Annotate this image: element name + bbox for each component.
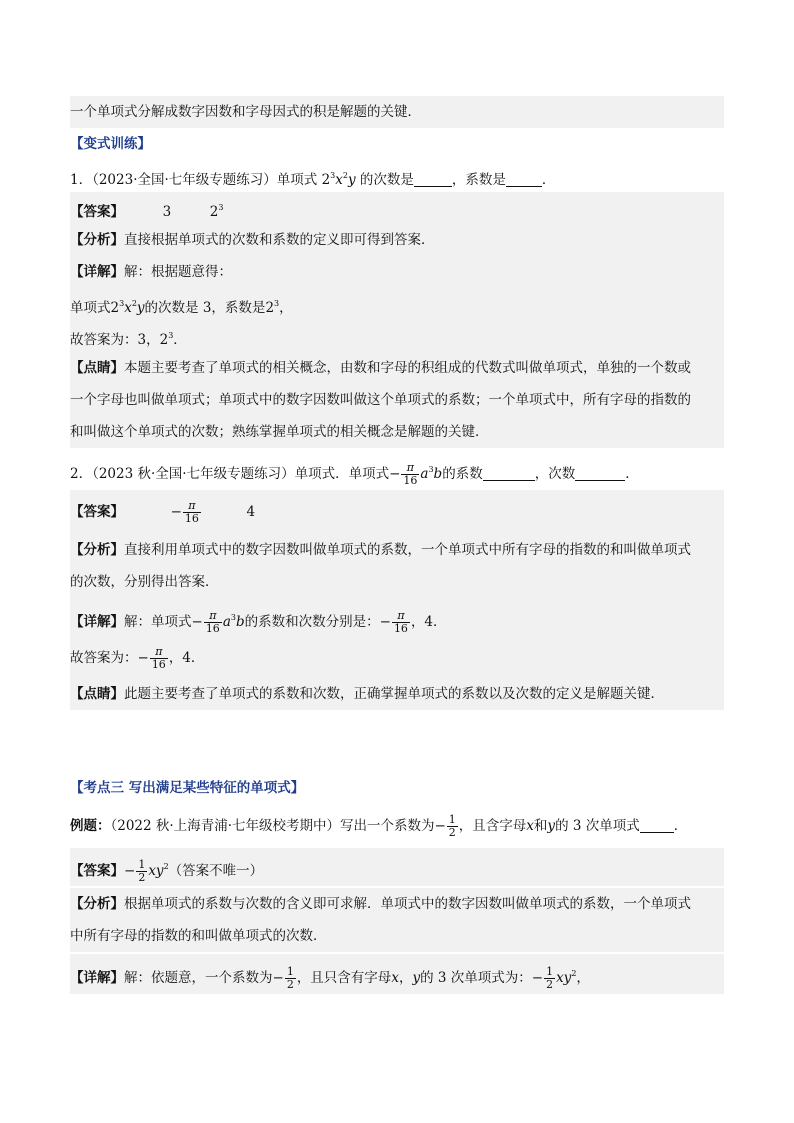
s3-analysis-1: 根据单项式的系数与次数的含义即可求解．单项式中的数字因数叫做单项式的系数，一个单项式	[124, 896, 691, 912]
q1-question	[70, 160, 724, 192]
q2-question	[70, 452, 724, 488]
q2-analysis-1: 直接利用单项式中的数字因数叫做单项式的系数，一个单项式中所有字母的指数的和叫做单项式	[124, 542, 691, 558]
q1-comment-line-3	[70, 416, 724, 448]
q2-comment-line	[70, 678, 724, 710]
s3-detail-answer-fraction	[544, 966, 555, 991]
q1-conclusion-coef	[160, 332, 174, 348]
variant-heading	[70, 128, 724, 160]
q1-detail2-coef	[265, 300, 279, 316]
s3-detail-var-y: y	[412, 970, 421, 986]
q2-end: ．	[625, 466, 639, 482]
example-var-x: x	[526, 818, 534, 834]
q1-degree-text: 的次数是	[359, 172, 414, 188]
s3-detail-end: ，	[576, 970, 590, 986]
s3-analysis-line-2	[70, 920, 724, 952]
q1-conclusion-prefix: 故答案为：3，	[70, 332, 160, 348]
q2-conclusion-fraction	[150, 646, 168, 671]
q1-detail2-mid: 的次数是 3，系数是	[144, 300, 266, 316]
example-fraction	[447, 814, 458, 839]
q1-mono-base: 2	[321, 172, 331, 188]
q2-answer-line	[70, 490, 724, 534]
q1-coef-text: ，系数是	[451, 172, 506, 188]
q1-detail2-end: ，	[279, 300, 293, 316]
q1-d2-var-exp: 2	[131, 299, 137, 308]
q1-detail-text: 解：根据题意得：	[124, 264, 232, 280]
s3-answer-line: 【答案】− $\frac{1}{2}$ $xy^2$（答案不唯一）	[70, 848, 724, 886]
q1-mono-tail: y	[347, 172, 356, 188]
variant-heading-text: 【变式训练】	[70, 136, 151, 152]
q2-detail-label: 【详解】	[70, 614, 124, 630]
q2-detail-mid: 的系数和次数分别是：	[244, 614, 380, 630]
s3-detail-prefix: 解：依题意，一个系数为	[124, 970, 273, 986]
q1-answer-2-base: 2	[209, 204, 219, 220]
q2-var-b: b	[433, 466, 443, 482]
q2-analysis-line-1	[70, 534, 724, 566]
q2-frac-den: 16	[403, 474, 418, 487]
s3-answer-label: 【答案】	[70, 863, 124, 879]
q2-var-exp: 3	[428, 465, 434, 474]
q1-answer-2-exp: 3	[218, 203, 224, 212]
q2-c-frac-den: 16	[151, 658, 166, 671]
s3-analysis-line-1	[70, 888, 724, 920]
q2-analysis-line-2	[70, 566, 724, 598]
example-frac-num: 1	[448, 813, 456, 826]
q2-degree-text: ，次数	[534, 466, 576, 482]
q2-analysis-2: 的次数，分别得出答案．	[70, 574, 219, 590]
example-frac-den: 2	[448, 826, 456, 839]
s3-detail-fraction	[285, 966, 296, 991]
example-blank[interactable]	[640, 818, 674, 833]
example-tail: 的 3 次单项式	[555, 818, 640, 834]
q1-mono-var: x	[335, 172, 343, 188]
q2-answer-label: 【答案】	[70, 504, 124, 520]
q2-detail-end: ，4．	[410, 614, 447, 630]
q2-d-var-b: b	[235, 614, 245, 630]
q1-mono-exp: 3	[330, 171, 336, 180]
q2-conclusion-line: 故答案为：− $\frac{\pi}{16}$ ，4．	[70, 638, 724, 678]
q1-conclusion-line	[70, 320, 724, 352]
q2-comment-label: 【点睛】	[70, 686, 124, 702]
q2-monomial: − $\frac{\pi}{16}$ $a^3b$	[389, 461, 443, 487]
q1-prefix: 1．（2023·全国·七年级专题练习）单项式	[70, 172, 318, 188]
s3-detail-line: 【详解】解：依题意，一个系数为− $\frac{1}{2}$ ，且只含有字母x，y的 3 次单项式为：− $\frac{1}{2}$ $xy^2$，	[70, 954, 724, 994]
s3-answer-vars: xy	[148, 863, 164, 879]
section3-heading	[70, 772, 724, 804]
q1-answer-label: 【答案】	[70, 204, 124, 220]
q1-answer-1: 3	[162, 204, 172, 220]
example-prefix: （2022 秋·上海青浦·七年级校考期中）写出一个系数为	[110, 818, 435, 834]
s3-detail-mid: ，且只含有字母	[296, 970, 392, 986]
q1-detail-line	[70, 256, 724, 288]
s3-a-frac-num: 1	[138, 858, 146, 871]
s3-analysis-2: 中所有字母的指数的和叫做单项式的次数．	[70, 928, 327, 944]
example-label: 例题：	[70, 818, 111, 834]
q2-d-frac-num: π	[204, 610, 222, 623]
q2-d-frac-den: 16	[205, 622, 220, 635]
q2-detail-fraction	[204, 610, 222, 635]
q2-conclusion-prefix: 故答案为：	[70, 650, 138, 666]
q1-mono-var-exp: 2	[342, 171, 348, 180]
q1-comment-3: 和叫做这个单项式的次数；熟练掌握单项式的相关概念是解题的关键．	[70, 424, 489, 440]
q1-end: ．	[541, 172, 556, 188]
q1-d2-base: 2	[110, 300, 120, 316]
q2-prefix: 2．（2023 秋·全国·七年级专题练习）单项式．单项式	[70, 466, 390, 482]
q1-degree-blank[interactable]	[414, 172, 452, 187]
intro-tail-line	[70, 96, 724, 128]
s3-d-frac-den: 2	[286, 978, 294, 991]
q2-detail-line: 【详解】解：单项式− $\frac{\pi}{16}$ $a^3b$的系数和次数分别是：− $\frac{\pi}{16}$ ，4．	[70, 598, 724, 638]
s3-detail-tail: 的 3 次单项式为：	[420, 970, 532, 986]
q2-degree-blank[interactable]	[575, 466, 625, 481]
q1-comment-1: 本题主要考查了单项式的相关概念，由数和字母的积组成的代数式叫做单项式，单独的一个数或	[124, 360, 691, 376]
q1-conclusion-end: ．	[173, 332, 187, 348]
q2-answer-frac-den: 16	[184, 512, 199, 525]
q2-d-var-a: a	[222, 614, 231, 630]
q2-d-var-exp: 3	[230, 613, 236, 622]
s3-detail-answer-vars: xy	[556, 970, 572, 986]
q1-comment-2: 一个字母也叫做单项式；单项式中的数字因数叫做这个单项式的系数；一个单项式中，所有字母的指数的	[70, 392, 691, 408]
example-and: 和	[533, 818, 548, 834]
q1-c-base: 2	[159, 332, 169, 348]
q2-answer-fraction	[183, 500, 201, 525]
s3-a-frac-den: 2	[138, 871, 146, 884]
q1-detail2-line	[70, 288, 724, 320]
q2-detail-prefix: 解：单项式	[124, 614, 192, 630]
q1-d2-var: x	[124, 300, 132, 316]
q1-c-exp: 3	[168, 331, 174, 340]
s3-da-frac-den: 2	[546, 978, 554, 991]
s3-answer-note: （答案不唯一）	[168, 863, 264, 879]
s3-detail-label: 【详解】	[70, 970, 124, 986]
q2-var-a: a	[420, 466, 429, 482]
q2-da-frac-num: π	[392, 610, 410, 623]
q2-coef-text: 的系数	[442, 466, 483, 482]
section3-example: 例题：（2022 秋·上海青浦·七年级校考期中）写出一个系数为− $\frac{1}{2}$ ，且含字母x和y的 3 次单项式 ．	[70, 813, 688, 839]
s3-answer-fraction	[136, 859, 147, 884]
q2-c-frac-num: π	[150, 646, 168, 659]
q1-d2-tail: y	[136, 300, 145, 316]
q1-comment-line-2	[70, 384, 724, 416]
q1-d2-coef-exp: 3	[274, 299, 280, 308]
example-mid: ，且含字母	[458, 818, 527, 834]
s3-detail-comma: ，	[398, 970, 413, 986]
q1-detail-label: 【详解】	[70, 264, 124, 280]
q2-da-frac-den: 16	[393, 622, 408, 635]
example-var-y: y	[547, 818, 556, 834]
s3-detail-answer-exp: 2	[571, 969, 577, 978]
q1-answer-2	[210, 204, 224, 220]
example-end: ．	[673, 818, 688, 834]
q1-coef-blank[interactable]	[506, 172, 542, 187]
s3-d-frac-num: 1	[286, 965, 294, 978]
q2-detail-answer-fraction	[392, 610, 410, 635]
s3-da-frac-num: 1	[546, 965, 554, 978]
q1-d2-coef-base: 2	[265, 300, 275, 316]
s3-analysis-label: 【分析】	[70, 896, 124, 912]
q1-comment-label: 【点睛】	[70, 360, 124, 376]
q2-analysis-label: 【分析】	[70, 542, 124, 558]
q2-answer-frac-num: π	[183, 500, 201, 513]
q2-detail-monomial: − $\frac{\pi}{16}$ $a^3b$	[191, 609, 245, 635]
q2-answer-2: 4	[246, 504, 256, 520]
s3-detail-var-x: x	[391, 970, 399, 986]
q2-answer-1: − $\frac{\pi}{16}$	[170, 499, 199, 525]
q2-frac-num: π	[401, 462, 419, 475]
q1-analysis-line	[70, 224, 724, 256]
q1-detail2-prefix: 单项式	[70, 300, 111, 316]
q2-fraction	[401, 462, 419, 487]
q1-answer-line	[70, 192, 724, 224]
intro-tail-text: 一个单项式分解成数字因数和字母因式的积是解题的关键．	[70, 104, 421, 120]
q2-conclusion-end: ，4．	[168, 650, 205, 666]
q1-comment-line-1	[70, 352, 724, 384]
q1-d2-exp: 3	[119, 299, 125, 308]
q1-detail2-monomial	[111, 300, 145, 316]
q1-analysis-text: 直接根据单项式的次数和系数的定义即可得到答案．	[124, 232, 435, 248]
q2-comment-text: 此题主要考查了单项式的系数和次数，正确掌握单项式的系数以及次数的定义是解题关键．	[124, 686, 664, 702]
section3-heading-text: 【考点三 写出满足某些特征的单项式】	[70, 780, 305, 796]
q1-monomial	[322, 172, 356, 188]
q2-coef-blank[interactable]	[483, 466, 535, 481]
s3-answer-exp: 2	[163, 862, 169, 871]
q1-analysis-label: 【分析】	[70, 232, 124, 248]
